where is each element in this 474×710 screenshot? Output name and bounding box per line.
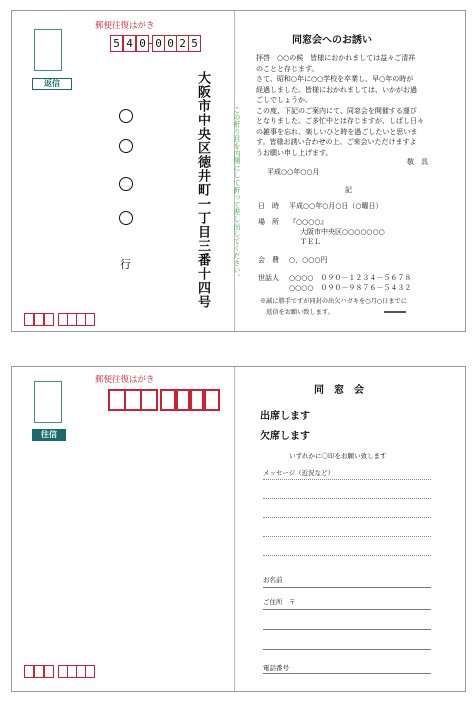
postcard-header: 郵便往復はがき: [95, 21, 155, 31]
instruction-text: いずれかに〇印をお願い致します: [289, 452, 387, 460]
sender-zip-box: [34, 313, 44, 326]
body-line: 経過しました。皆様におかれましては、いかがお過: [256, 85, 417, 94]
body-line: す。皆様お誘い合わせの上、ご来会いただけますよ: [256, 138, 417, 146]
address-line[interactable]: [263, 609, 431, 610]
phone-line[interactable]: [263, 673, 431, 674]
reply-postcard-back: [11, 366, 466, 692]
body-line: となりました。ご多忙中とは存じますが、しばし日々: [256, 117, 424, 125]
message-line[interactable]: [263, 555, 431, 556]
detail-value: ○○○○ ０９０－１２３４－５６７８: [289, 274, 412, 282]
body-line: の雑事を忘れ、楽しいひと時を過ごしたいと思いま: [256, 127, 418, 136]
sender-zip-box: [24, 665, 34, 678]
zip-digit-box: 0: [136, 35, 149, 52]
detail-value: ＴＥＬ: [300, 238, 321, 246]
footnote-1: ※誠に勝手ですが同封の出欠ハガキを○月○日までに: [260, 298, 407, 305]
sender-zip-box: [85, 665, 95, 678]
body-line: この度、下記のご案内にて、同窓会を開催する運び: [256, 106, 417, 115]
name-circle: [119, 109, 133, 123]
invitation-title: 同窓会へのお誘い: [292, 35, 372, 46]
name-circle: [119, 177, 133, 191]
name-label: お名前: [263, 576, 283, 584]
ki-heading: 記: [345, 186, 352, 194]
zip-digit-box: 0: [164, 35, 177, 52]
message-line[interactable]: [263, 517, 431, 518]
sender-zip-box: [24, 313, 34, 326]
stamp-box: [34, 381, 62, 423]
zip-digit-box[interactable]: [140, 389, 158, 411]
address-line[interactable]: [263, 649, 431, 650]
fold-line: [234, 367, 235, 691]
detail-value: 平成○○年○月○日（○曜日）: [289, 202, 383, 210]
return-tag: 返信: [32, 78, 72, 90]
absent-option[interactable]: 欠席します: [260, 431, 310, 442]
stamp-box: [34, 29, 62, 71]
body-line: のことと存じます。: [256, 64, 319, 73]
name-circle: [119, 211, 133, 225]
body-line: 拝啓 ○○の候 皆様におかれましては益々ご清祥: [256, 54, 416, 62]
address-label: ご住所 〒: [263, 598, 296, 606]
sender-zip-box: [44, 313, 54, 326]
closing: 敬 具: [407, 158, 428, 166]
zip-digit-box: 2: [176, 35, 189, 52]
address-line[interactable]: [263, 629, 431, 630]
recipient-suffix: 行: [120, 258, 131, 271]
zip-digit-box: 4: [123, 35, 136, 52]
footnote-2: 返信をお願い致します。: [260, 309, 334, 316]
detail-label: 日 時: [258, 202, 279, 210]
zip-digit-box: 5: [110, 35, 123, 52]
sender-zip-box: [44, 665, 54, 678]
body-line: さて、昭和○年に○○学校を卒業し、早○年の時が: [256, 75, 414, 83]
zip-digit-box: 0: [152, 35, 165, 52]
detail-value: ○○○○ ０９０－９８７６－５４３２: [289, 284, 412, 292]
attend-option[interactable]: 出席します: [260, 411, 310, 422]
message-line[interactable]: [263, 498, 431, 499]
sender-zip-box: [85, 313, 95, 326]
detail-value: ○，○○○円: [289, 256, 328, 264]
name-line[interactable]: [263, 587, 431, 588]
detail-value: 『○○○○』: [289, 218, 328, 226]
detail-label: 会 費: [258, 256, 279, 264]
phone-label: 電話番号: [263, 664, 289, 672]
name-circle: [119, 139, 133, 153]
message-line[interactable]: [263, 536, 431, 537]
reply-postcard-front: [11, 10, 466, 332]
detail-label: 世話人: [258, 274, 279, 282]
detail-label: 場 所: [258, 218, 279, 226]
detail-value: 大阪市中央区○○○○○○○: [300, 228, 385, 236]
zip-digit-box[interactable]: [202, 389, 220, 411]
fold-note: この折り目を内側にして折って差し出してください。: [232, 106, 240, 282]
date-line: 平成○○年○○月: [267, 168, 320, 176]
body-line: うお願い申し上げます。: [256, 148, 333, 157]
zip-dash: [148, 43, 152, 44]
reply-title: 同 窓 会: [314, 385, 364, 396]
underline-mark: [384, 311, 406, 313]
sender-zip-box: [34, 665, 44, 678]
message-label: メッセージ（近況など）: [263, 469, 335, 477]
message-line[interactable]: [263, 479, 431, 480]
outgoing-tag: 往信: [32, 429, 66, 441]
body-line: ごしでしょうか。: [256, 96, 312, 104]
recipient-address: 大阪市中央区徳井町一丁目三番十四号: [195, 71, 210, 309]
postcard-header: 郵便往復はがき: [95, 375, 155, 385]
zip-digit-box: 5: [188, 35, 201, 52]
